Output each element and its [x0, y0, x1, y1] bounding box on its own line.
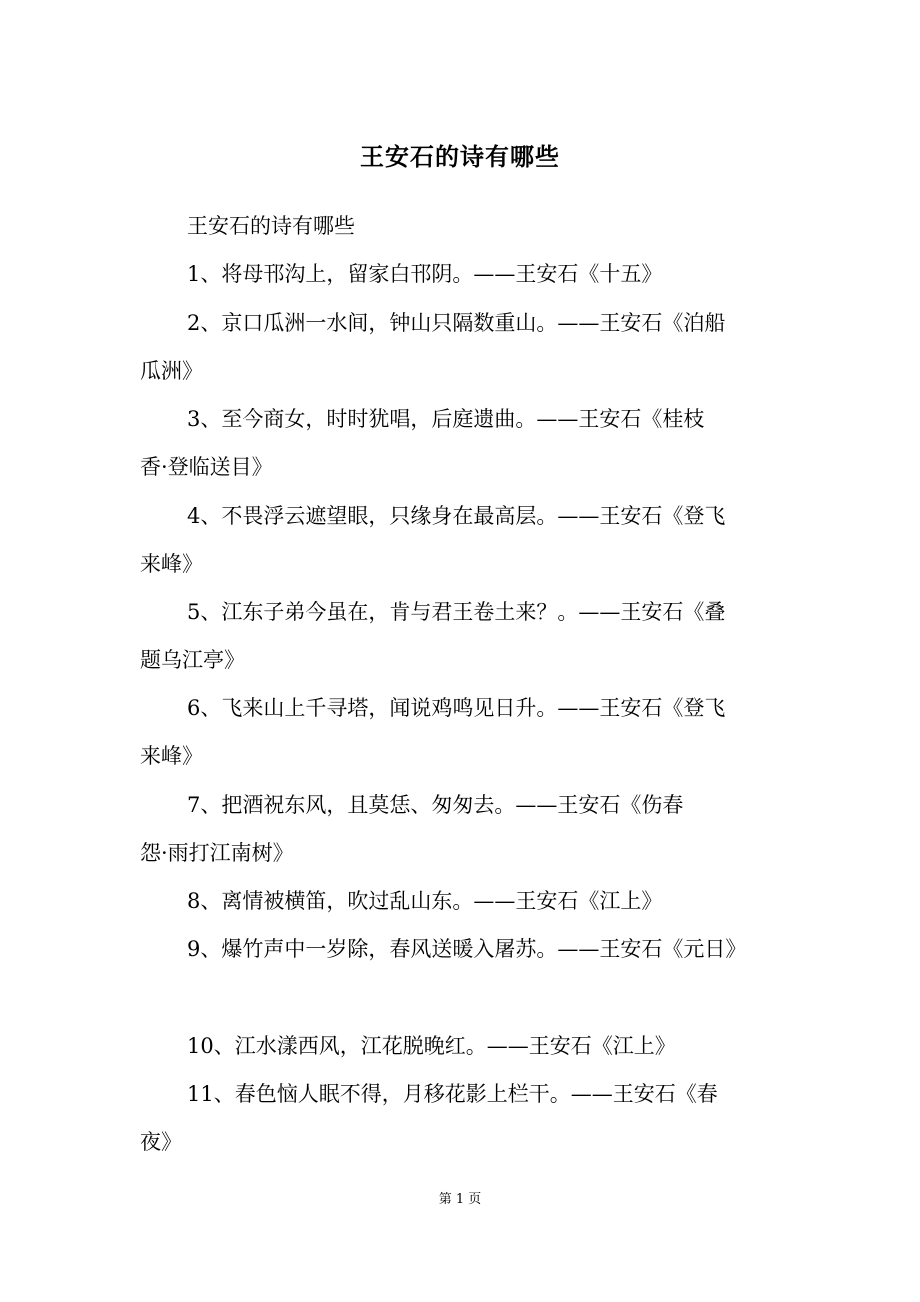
poem-line-7: 7、把酒祝东风，且莫恁、匆匆去。——王安石《伤春 [187, 793, 684, 817]
poem-line-9: 9、爆竹声中一岁除，春风送暖入屠苏。——王安石《元日》 [187, 937, 747, 961]
poem-line-5: 5、江东子弟今虽在，肯与君王卷土来？。——王安石《叠 [187, 600, 726, 624]
poem-line-4-cont: 来峰》 [140, 552, 203, 576]
poem-line-3: 3、至今商女，时时犹唱，后庭遗曲。——王安石《桂枝 [187, 407, 705, 431]
poem-line-3-cont: 香·登临送目》 [140, 455, 273, 479]
poem-line-4: 4、不畏浮云遮望眼，只缘身在最高层。——王安石《登飞 [187, 504, 726, 528]
poem-line-5-cont: 题乌江亭》 [140, 648, 245, 672]
page-number: 第 1 页 [438, 1192, 482, 1207]
poem-line-2-cont: 瓜洲》 [140, 359, 203, 383]
poem-line-2: 2、京口瓜洲一水间，钟山只隔数重山。——王安石《泊船 [187, 311, 726, 335]
document-title: 王安石的诗有哪些 [360, 143, 560, 171]
poem-line-11: 11、春色恼人眠不得，月移花影上栏干。——王安石《春 [187, 1082, 718, 1106]
poem-line-1: 1、将母邗沟上，留家白邗阴。——王安石《十五》 [187, 262, 663, 286]
poem-line-6: 6、飞来山上千寻塔，闻说鸡鸣见日升。——王安石《登飞 [187, 696, 726, 720]
poem-line-6-cont: 来峰》 [140, 744, 203, 768]
intro-line: 王安石的诗有哪些 [187, 214, 355, 238]
poem-line-8: 8、离情被横笛，吹过乱山东。——王安石《江上》 [187, 889, 663, 913]
poem-line-11-cont: 夜》 [140, 1130, 182, 1154]
poem-line-10: 10、江水漾西风，江花脱晚红。——王安石《江上》 [187, 1034, 676, 1058]
poem-line-7-cont: 怨·雨打江南树》 [140, 841, 294, 865]
